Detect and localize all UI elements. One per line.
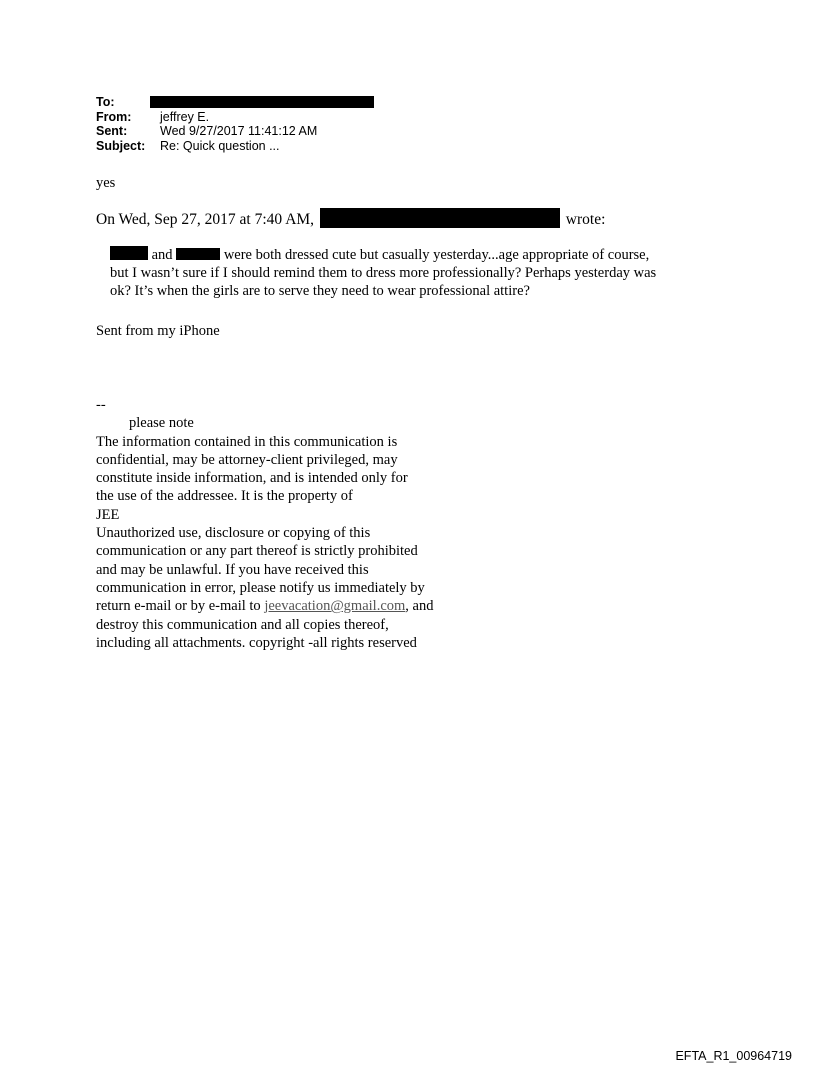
sent-row: [96, 124, 374, 139]
disclaimer-line: The information contained in this communication is: [96, 433, 398, 450]
subject-label: Subject:: [96, 138, 146, 153]
signature-block: [96, 396, 433, 652]
to-row: [96, 95, 374, 110]
redacted-name-1: [110, 246, 148, 260]
redacted-name-2: [176, 248, 220, 260]
from-row: [96, 110, 374, 125]
disclaimer-line: constitute inside information, and is intended only for: [96, 470, 408, 487]
signature-note: please note: [129, 415, 194, 432]
return-prefix: return e-mail or by e-mail to: [96, 598, 261, 615]
disclaimer-line: communication or any part thereof is strictly prohibited: [96, 543, 418, 560]
sent-from-text: Sent from my iPhone: [96, 323, 220, 339]
disclaimer-email-line: [96, 597, 433, 615]
disclaimer-line: communication in error, please notify us immediately by: [96, 579, 425, 596]
redacted-sender: [320, 208, 560, 228]
subject-row: [96, 139, 374, 154]
signature-dashes: --: [96, 397, 106, 413]
disclaimer-line: JEE: [96, 506, 120, 523]
subject-value: Re: Quick question ...: [160, 138, 280, 153]
quote-and: and: [151, 247, 173, 263]
document-id: EFTA_R1_00964719: [675, 1049, 792, 1063]
reply-text: yes: [96, 175, 116, 191]
disclaimer-line: destroy this communication and all copies thereof,: [96, 616, 389, 633]
email-header: [96, 95, 374, 153]
quote-line-3: ok? It’s when the girls are to serve they need to wear professional attire?: [110, 283, 530, 299]
disclaimer-line: and may be unlawful. If you have received this: [96, 561, 369, 578]
quote-line-1: [110, 246, 656, 264]
disclaimer-line: Unauthorized use, disclosure or copying of this: [96, 525, 371, 542]
disclaimer-line: including all attachments. copyright -all rights reserved: [96, 634, 417, 651]
disclaimer-line: the use of the addressee. It is the property of: [96, 488, 353, 505]
return-suffix: , and: [405, 598, 434, 615]
sent-label: Sent:: [96, 124, 128, 138]
to-label: To:: [96, 95, 115, 109]
disclaimer-line: confidential, may be attorney-client privileged, may: [96, 451, 398, 468]
quote-line-1-text: were both dressed cute but casually yesterday...age appropriate of course,: [223, 247, 650, 263]
sent-value: Wed 9/27/2017 11:41:12 AM: [160, 124, 318, 138]
quoted-message: [110, 246, 656, 300]
from-label: From:: [96, 109, 132, 124]
from-value: jeffrey E.: [160, 109, 210, 124]
attribution-suffix: wrote:: [565, 211, 606, 228]
attribution-line: [96, 208, 605, 229]
quote-line-2: but I wasn’t sure if I should remind them to dress more professionally? Perhaps yesterday was: [110, 265, 657, 281]
redacted-recipient: [150, 96, 374, 108]
email-link[interactable]: jeevacation@gmail.com: [264, 598, 406, 615]
attribution-prefix: On Wed, Sep 27, 2017 at 7:40 AM,: [96, 211, 315, 228]
